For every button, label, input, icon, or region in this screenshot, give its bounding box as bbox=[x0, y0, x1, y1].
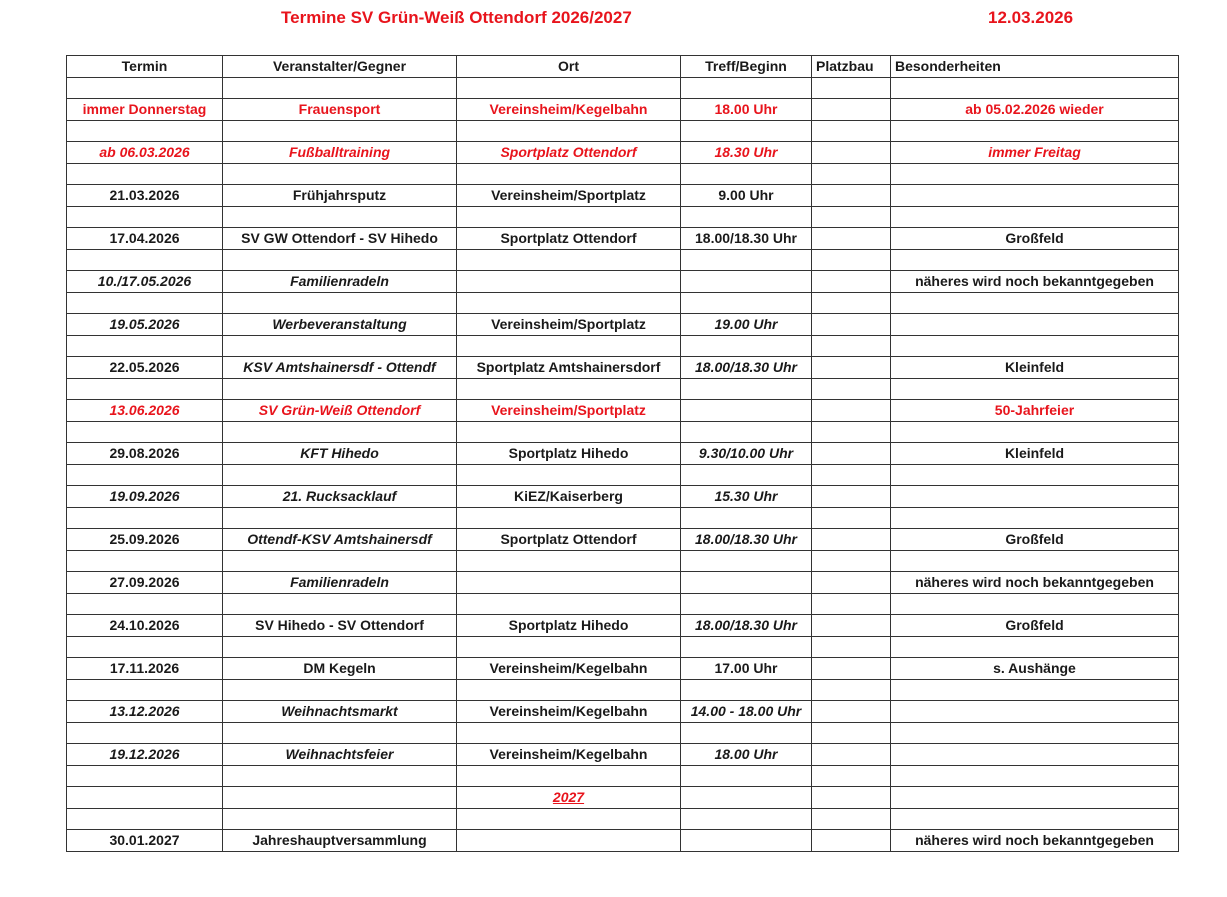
cell-platzbau bbox=[812, 142, 891, 164]
cell-treff: 18.00/18.30 Uhr bbox=[681, 529, 812, 551]
page-title: Termine SV Grün-Weiß Ottendorf 2026/2027 bbox=[281, 8, 632, 27]
cell-treff: 18.00 Uhr bbox=[681, 99, 812, 121]
table-header-row bbox=[67, 56, 1179, 78]
cell-veranstalter: KSV Amtshainersdf - Ottendf bbox=[223, 357, 457, 379]
empty-cell bbox=[223, 422, 457, 443]
empty-cell bbox=[681, 250, 812, 271]
cell-termin bbox=[67, 787, 223, 809]
empty-cell bbox=[891, 78, 1179, 99]
empty-cell bbox=[681, 422, 812, 443]
empty-cell bbox=[457, 594, 681, 615]
cell-termin: ab 06.03.2026 bbox=[67, 142, 223, 164]
cell-termin: 21.03.2026 bbox=[67, 185, 223, 207]
spacer-row bbox=[67, 121, 1179, 142]
empty-cell bbox=[223, 809, 457, 830]
empty-cell bbox=[223, 594, 457, 615]
empty-cell bbox=[67, 465, 223, 486]
cell-besonderheiten bbox=[891, 744, 1179, 766]
empty-cell bbox=[223, 637, 457, 658]
cell-termin: 24.10.2026 bbox=[67, 615, 223, 637]
empty-cell bbox=[67, 164, 223, 185]
empty-cell bbox=[681, 336, 812, 357]
table-row bbox=[67, 701, 1179, 723]
empty-cell bbox=[812, 551, 891, 572]
cell-ort bbox=[457, 830, 681, 852]
empty-cell bbox=[67, 508, 223, 529]
empty-cell bbox=[891, 379, 1179, 400]
empty-cell bbox=[812, 293, 891, 314]
cell-termin: 29.08.2026 bbox=[67, 443, 223, 465]
cell-ort bbox=[457, 271, 681, 293]
empty-cell bbox=[891, 809, 1179, 830]
empty-cell bbox=[67, 250, 223, 271]
cell-veranstalter: Familienradeln bbox=[223, 271, 457, 293]
empty-cell bbox=[223, 250, 457, 271]
cell-platzbau bbox=[812, 744, 891, 766]
empty-cell bbox=[223, 207, 457, 228]
table-row bbox=[67, 185, 1179, 207]
cell-ort: Sportplatz Hihedo bbox=[457, 615, 681, 637]
table-row bbox=[67, 443, 1179, 465]
table-row bbox=[67, 830, 1179, 852]
empty-cell bbox=[67, 336, 223, 357]
spacer-row bbox=[67, 379, 1179, 400]
cell-platzbau bbox=[812, 357, 891, 379]
cell-besonderheiten: Kleinfeld bbox=[891, 443, 1179, 465]
empty-cell bbox=[812, 422, 891, 443]
spacer-row bbox=[67, 723, 1179, 744]
spacer-row bbox=[67, 680, 1179, 701]
empty-cell bbox=[891, 551, 1179, 572]
cell-termin: 13.12.2026 bbox=[67, 701, 223, 723]
empty-cell bbox=[891, 766, 1179, 787]
cell-treff: 18.30 Uhr bbox=[681, 142, 812, 164]
cell-ort: Sportplatz Ottendorf bbox=[457, 529, 681, 551]
empty-cell bbox=[681, 809, 812, 830]
empty-cell bbox=[681, 293, 812, 314]
table-row bbox=[67, 658, 1179, 680]
cell-ort: Vereinsheim/Kegelbahn bbox=[457, 658, 681, 680]
empty-cell bbox=[812, 207, 891, 228]
empty-cell bbox=[223, 508, 457, 529]
empty-cell bbox=[67, 121, 223, 142]
cell-termin: 19.09.2026 bbox=[67, 486, 223, 508]
empty-cell bbox=[223, 551, 457, 572]
empty-cell bbox=[891, 422, 1179, 443]
spacer-row bbox=[67, 78, 1179, 99]
empty-cell bbox=[891, 164, 1179, 185]
table-row bbox=[67, 228, 1179, 250]
empty-cell bbox=[681, 508, 812, 529]
cell-ort: Sportplatz Amtshainersdorf bbox=[457, 357, 681, 379]
empty-cell bbox=[223, 293, 457, 314]
empty-cell bbox=[457, 465, 681, 486]
cell-termin: 19.05.2026 bbox=[67, 314, 223, 336]
cell-veranstalter: DM Kegeln bbox=[223, 658, 457, 680]
empty-cell bbox=[681, 637, 812, 658]
empty-cell bbox=[223, 78, 457, 99]
cell-platzbau bbox=[812, 701, 891, 723]
cell-termin: 19.12.2026 bbox=[67, 744, 223, 766]
cell-veranstalter: SV Hihedo - SV Ottendorf bbox=[223, 615, 457, 637]
header-platzbau: Platzbau bbox=[812, 56, 891, 78]
cell-besonderheiten: Großfeld bbox=[891, 228, 1179, 250]
table-row bbox=[67, 400, 1179, 422]
cell-platzbau bbox=[812, 400, 891, 422]
empty-cell bbox=[812, 379, 891, 400]
cell-platzbau bbox=[812, 314, 891, 336]
page-date: 12.03.2026 bbox=[988, 8, 1074, 27]
empty-cell bbox=[223, 379, 457, 400]
cell-veranstalter: Werbeveranstaltung bbox=[223, 314, 457, 336]
empty-cell bbox=[681, 207, 812, 228]
table-row bbox=[67, 572, 1179, 594]
spacer-row bbox=[67, 508, 1179, 529]
empty-cell bbox=[812, 723, 891, 744]
cell-platzbau bbox=[812, 787, 891, 809]
spacer-row bbox=[67, 207, 1179, 228]
table-row bbox=[67, 615, 1179, 637]
empty-cell bbox=[67, 723, 223, 744]
cell-treff: 18.00/18.30 Uhr bbox=[681, 615, 812, 637]
cell-treff: 17.00 Uhr bbox=[681, 658, 812, 680]
empty-cell bbox=[223, 723, 457, 744]
spacer-row bbox=[67, 551, 1179, 572]
cell-veranstalter: Frühjahrsputz bbox=[223, 185, 457, 207]
cell-platzbau bbox=[812, 271, 891, 293]
empty-cell bbox=[681, 121, 812, 142]
cell-termin: 22.05.2026 bbox=[67, 357, 223, 379]
cell-veranstalter: Ottendf-KSV Amtshainersdf bbox=[223, 529, 457, 551]
header-ort: Ort bbox=[457, 56, 681, 78]
cell-platzbau bbox=[812, 529, 891, 551]
cell-veranstalter: 21. Rucksacklauf bbox=[223, 486, 457, 508]
empty-cell bbox=[812, 164, 891, 185]
cell-termin: 13.06.2026 bbox=[67, 400, 223, 422]
empty-cell bbox=[681, 465, 812, 486]
cell-besonderheiten: näheres wird noch bekanntgegeben bbox=[891, 572, 1179, 594]
empty-cell bbox=[812, 336, 891, 357]
spacer-row bbox=[67, 293, 1179, 314]
header-termin: Termin bbox=[67, 56, 223, 78]
cell-ort: Vereinsheim/Sportplatz bbox=[457, 314, 681, 336]
spacer-row bbox=[67, 336, 1179, 357]
empty-cell bbox=[67, 809, 223, 830]
empty-cell bbox=[457, 508, 681, 529]
cell-platzbau bbox=[812, 443, 891, 465]
empty-cell bbox=[812, 121, 891, 142]
empty-cell bbox=[891, 207, 1179, 228]
cell-ort: Vereinsheim/Kegelbahn bbox=[457, 99, 681, 121]
cell-veranstalter bbox=[223, 787, 457, 809]
cell-platzbau bbox=[812, 615, 891, 637]
empty-cell bbox=[457, 422, 681, 443]
empty-cell bbox=[812, 78, 891, 99]
cell-ort: Vereinsheim/Kegelbahn bbox=[457, 701, 681, 723]
cell-ort: Sportplatz Ottendorf bbox=[457, 228, 681, 250]
spacer-row bbox=[67, 766, 1179, 787]
cell-besonderheiten bbox=[891, 314, 1179, 336]
empty-cell bbox=[457, 250, 681, 271]
cell-veranstalter: KFT Hihedo bbox=[223, 443, 457, 465]
empty-cell bbox=[681, 551, 812, 572]
empty-cell bbox=[812, 680, 891, 701]
spacer-row bbox=[67, 465, 1179, 486]
empty-cell bbox=[67, 422, 223, 443]
table-row bbox=[67, 314, 1179, 336]
cell-platzbau bbox=[812, 830, 891, 852]
cell-termin: 30.01.2027 bbox=[67, 830, 223, 852]
cell-besonderheiten: näheres wird noch bekanntgegeben bbox=[891, 830, 1179, 852]
cell-ort: Vereinsheim/Sportplatz bbox=[457, 400, 681, 422]
empty-cell bbox=[891, 723, 1179, 744]
header-treff: Treff/Beginn bbox=[681, 56, 812, 78]
empty-cell bbox=[223, 680, 457, 701]
empty-cell bbox=[681, 680, 812, 701]
cell-veranstalter: Jahreshauptversammlung bbox=[223, 830, 457, 852]
empty-cell bbox=[891, 680, 1179, 701]
empty-cell bbox=[457, 121, 681, 142]
cell-platzbau bbox=[812, 99, 891, 121]
empty-cell bbox=[457, 680, 681, 701]
empty-cell bbox=[891, 508, 1179, 529]
empty-cell bbox=[891, 121, 1179, 142]
empty-cell bbox=[67, 207, 223, 228]
cell-platzbau bbox=[812, 185, 891, 207]
cell-platzbau bbox=[812, 658, 891, 680]
table-row bbox=[67, 486, 1179, 508]
empty-cell bbox=[223, 336, 457, 357]
empty-cell bbox=[812, 809, 891, 830]
empty-cell bbox=[457, 293, 681, 314]
empty-cell bbox=[812, 594, 891, 615]
cell-treff: 9.30/10.00 Uhr bbox=[681, 443, 812, 465]
cell-treff bbox=[681, 787, 812, 809]
empty-cell bbox=[67, 379, 223, 400]
table-row bbox=[67, 529, 1179, 551]
cell-treff bbox=[681, 400, 812, 422]
spacer-row bbox=[67, 809, 1179, 830]
empty-cell bbox=[812, 465, 891, 486]
spacer-row bbox=[67, 250, 1179, 271]
empty-cell bbox=[457, 207, 681, 228]
empty-cell bbox=[457, 723, 681, 744]
empty-cell bbox=[457, 78, 681, 99]
empty-cell bbox=[812, 250, 891, 271]
empty-cell bbox=[67, 551, 223, 572]
cell-termin: 25.09.2026 bbox=[67, 529, 223, 551]
cell-treff bbox=[681, 271, 812, 293]
cell-treff: 15.30 Uhr bbox=[681, 486, 812, 508]
empty-cell bbox=[681, 164, 812, 185]
empty-cell bbox=[812, 508, 891, 529]
cell-besonderheiten: Großfeld bbox=[891, 529, 1179, 551]
header-besonderheiten: Besonderheiten bbox=[891, 56, 1179, 78]
cell-treff: 18.00/18.30 Uhr bbox=[681, 228, 812, 250]
empty-cell bbox=[891, 594, 1179, 615]
cell-besonderheiten: Kleinfeld bbox=[891, 357, 1179, 379]
cell-veranstalter: Fußballtraining bbox=[223, 142, 457, 164]
cell-besonderheiten: 50-Jahrfeier bbox=[891, 400, 1179, 422]
empty-cell bbox=[457, 809, 681, 830]
cell-besonderheiten: immer Freitag bbox=[891, 142, 1179, 164]
empty-cell bbox=[681, 594, 812, 615]
empty-cell bbox=[457, 336, 681, 357]
empty-cell bbox=[223, 121, 457, 142]
empty-cell bbox=[223, 164, 457, 185]
cell-ort: Vereinsheim/Sportplatz bbox=[457, 185, 681, 207]
empty-cell bbox=[67, 293, 223, 314]
cell-treff: 18.00/18.30 Uhr bbox=[681, 357, 812, 379]
cell-termin: 27.09.2026 bbox=[67, 572, 223, 594]
cell-treff: 14.00 - 18.00 Uhr bbox=[681, 701, 812, 723]
table-row bbox=[67, 357, 1179, 379]
cell-veranstalter: Frauensport bbox=[223, 99, 457, 121]
cell-besonderheiten bbox=[891, 701, 1179, 723]
empty-cell bbox=[891, 250, 1179, 271]
empty-cell bbox=[67, 78, 223, 99]
header-veranstalter: Veranstalter/Gegner bbox=[223, 56, 457, 78]
cell-ort: KiEZ/Kaiserberg bbox=[457, 486, 681, 508]
empty-cell bbox=[67, 766, 223, 787]
empty-cell bbox=[812, 766, 891, 787]
cell-besonderheiten: Großfeld bbox=[891, 615, 1179, 637]
empty-cell bbox=[457, 164, 681, 185]
cell-besonderheiten: s. Aushänge bbox=[891, 658, 1179, 680]
cell-ort: Vereinsheim/Kegelbahn bbox=[457, 744, 681, 766]
cell-besonderheiten bbox=[891, 185, 1179, 207]
empty-cell bbox=[223, 465, 457, 486]
table-row bbox=[67, 99, 1179, 121]
cell-ort: Sportplatz Ottendorf bbox=[457, 142, 681, 164]
cell-termin: 10./17.05.2026 bbox=[67, 271, 223, 293]
empty-cell bbox=[67, 637, 223, 658]
table-row bbox=[67, 787, 1179, 809]
empty-cell bbox=[891, 293, 1179, 314]
table-row bbox=[67, 271, 1179, 293]
cell-veranstalter: Familienradeln bbox=[223, 572, 457, 594]
empty-cell bbox=[67, 680, 223, 701]
cell-termin: 17.11.2026 bbox=[67, 658, 223, 680]
cell-ort: Sportplatz Hihedo bbox=[457, 443, 681, 465]
cell-treff bbox=[681, 830, 812, 852]
table-row bbox=[67, 744, 1179, 766]
empty-cell bbox=[67, 594, 223, 615]
cell-platzbau bbox=[812, 228, 891, 250]
table-row bbox=[67, 142, 1179, 164]
empty-cell bbox=[457, 379, 681, 400]
schedule-table bbox=[66, 55, 1179, 852]
cell-veranstalter: SV Grün-Weiß Ottendorf bbox=[223, 400, 457, 422]
empty-cell bbox=[457, 551, 681, 572]
cell-besonderheiten: näheres wird noch bekanntgegeben bbox=[891, 271, 1179, 293]
cell-platzbau bbox=[812, 572, 891, 594]
empty-cell bbox=[681, 723, 812, 744]
empty-cell bbox=[681, 766, 812, 787]
cell-ort bbox=[457, 572, 681, 594]
empty-cell bbox=[457, 637, 681, 658]
empty-cell bbox=[457, 766, 681, 787]
cell-veranstalter: Weihnachtsfeier bbox=[223, 744, 457, 766]
cell-ort: 2027 bbox=[457, 787, 681, 809]
cell-platzbau bbox=[812, 486, 891, 508]
empty-cell bbox=[891, 465, 1179, 486]
cell-besonderheiten: ab 05.02.2026 wieder bbox=[891, 99, 1179, 121]
cell-termin: 17.04.2026 bbox=[67, 228, 223, 250]
empty-cell bbox=[223, 766, 457, 787]
cell-besonderheiten bbox=[891, 787, 1179, 809]
cell-treff: 19.00 Uhr bbox=[681, 314, 812, 336]
spacer-row bbox=[67, 422, 1179, 443]
empty-cell bbox=[891, 637, 1179, 658]
cell-treff: 9.00 Uhr bbox=[681, 185, 812, 207]
spacer-row bbox=[67, 637, 1179, 658]
cell-treff: 18.00 Uhr bbox=[681, 744, 812, 766]
cell-treff bbox=[681, 572, 812, 594]
empty-cell bbox=[681, 379, 812, 400]
spacer-row bbox=[67, 164, 1179, 185]
cell-termin: immer Donnerstag bbox=[67, 99, 223, 121]
cell-veranstalter: SV GW Ottendorf - SV Hihedo bbox=[223, 228, 457, 250]
empty-cell bbox=[812, 637, 891, 658]
empty-cell bbox=[891, 336, 1179, 357]
spacer-row bbox=[67, 594, 1179, 615]
empty-cell bbox=[681, 78, 812, 99]
cell-veranstalter: Weihnachtsmarkt bbox=[223, 701, 457, 723]
cell-besonderheiten bbox=[891, 486, 1179, 508]
